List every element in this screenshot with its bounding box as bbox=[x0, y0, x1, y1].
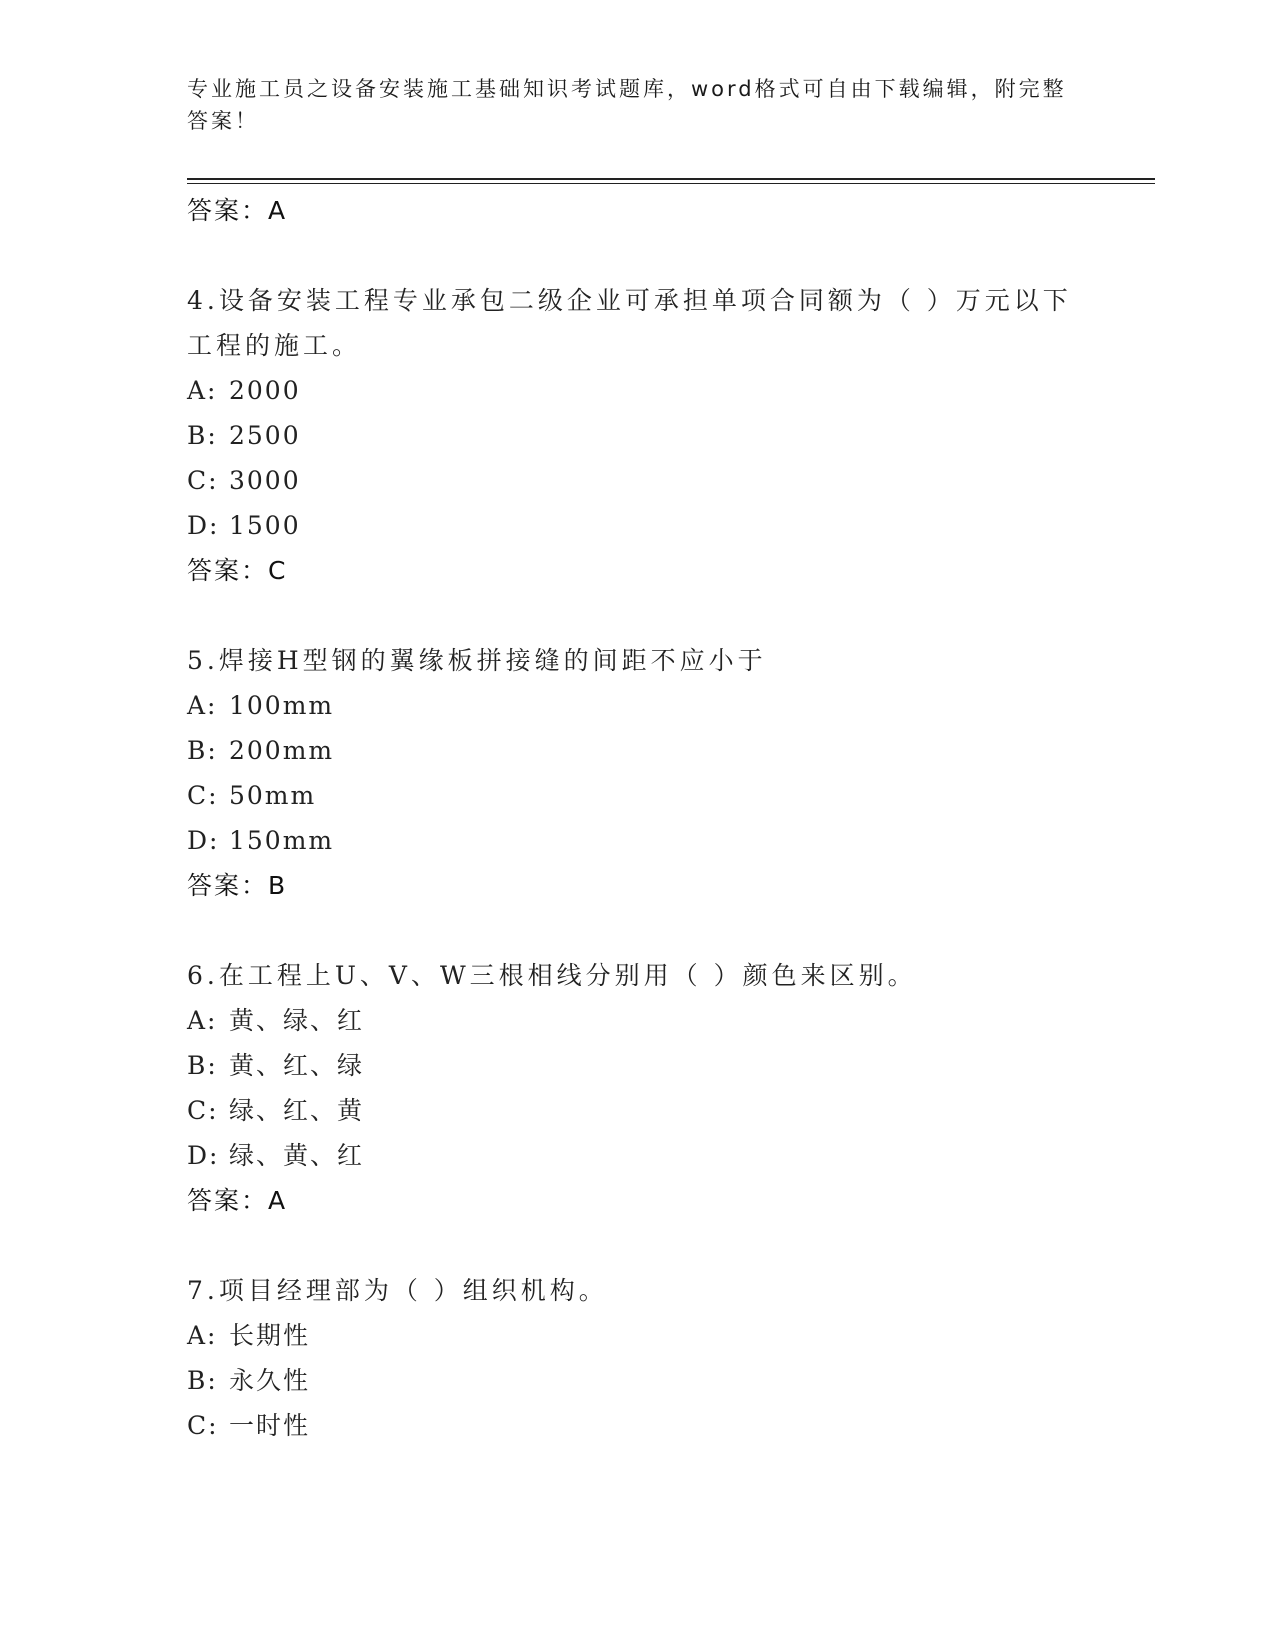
option-line bbox=[187, 683, 1087, 728]
option-text: 永久性 bbox=[229, 1366, 311, 1395]
spacer bbox=[187, 593, 1087, 638]
option-line bbox=[187, 728, 1087, 773]
answer-line: 答案：A bbox=[187, 1186, 288, 1215]
option-label: B: bbox=[187, 1366, 218, 1395]
option-line bbox=[187, 503, 1087, 548]
question-text: 4.设备安装工程专业承包二级企业可承担单项合同额为（ ）万元以下工程的施工。 bbox=[187, 286, 1072, 360]
option-line bbox=[187, 458, 1087, 503]
option-label: C: bbox=[187, 1411, 219, 1440]
option-text: 150mm bbox=[229, 826, 335, 855]
option-text: 100mm bbox=[229, 691, 335, 720]
question-text: 5.焊接H型钢的翼缘板拼接缝的间距不应小于 bbox=[187, 646, 767, 675]
spacer bbox=[187, 1223, 1087, 1268]
option-text: 2500 bbox=[229, 421, 301, 450]
option-label: C: bbox=[187, 1096, 219, 1125]
option-text: 长期性 bbox=[229, 1321, 311, 1350]
option-label: D: bbox=[187, 511, 220, 540]
option-label: B: bbox=[187, 421, 218, 450]
option-label: C: bbox=[187, 466, 219, 495]
option-line bbox=[187, 413, 1087, 458]
option-text: 2000 bbox=[229, 376, 301, 405]
option-line bbox=[187, 1313, 1087, 1358]
option-text: 1500 bbox=[229, 511, 301, 540]
spacer bbox=[187, 233, 1087, 278]
option-label: A: bbox=[187, 376, 218, 405]
option-line bbox=[187, 1403, 1087, 1448]
option-line bbox=[187, 1358, 1087, 1403]
answer-line: 答案：C bbox=[187, 556, 288, 585]
option-text: 黄、红、绿 bbox=[229, 1051, 365, 1080]
option-label: D: bbox=[187, 826, 220, 855]
option-text: 一时性 bbox=[229, 1411, 311, 1440]
document-header: 专业施工员之设备安装施工基础知识考试题库，word格式可自由下载编辑，附完整答案！ bbox=[187, 77, 1067, 133]
option-label: B: bbox=[187, 736, 218, 765]
option-label: B: bbox=[187, 1051, 218, 1080]
spacer bbox=[187, 908, 1087, 953]
option-line bbox=[187, 1088, 1087, 1133]
answer-line: 答案：A bbox=[187, 196, 288, 225]
option-line bbox=[187, 773, 1087, 818]
option-label: C: bbox=[187, 781, 219, 810]
option-text: 3000 bbox=[229, 466, 301, 495]
question-text: 6.在工程上U、V、W三根相线分别用（ ）颜色来区别。 bbox=[187, 961, 917, 990]
header-divider-thin bbox=[187, 183, 1155, 184]
header-divider bbox=[187, 178, 1155, 180]
option-text: 黄、绿、红 bbox=[229, 1006, 365, 1035]
option-text: 200mm bbox=[229, 736, 335, 765]
option-line bbox=[187, 818, 1087, 863]
option-label: A: bbox=[187, 1321, 218, 1350]
option-line bbox=[187, 998, 1087, 1043]
question-text: 7.项目经理部为（ ）组织机构。 bbox=[187, 1276, 608, 1305]
question-list bbox=[187, 188, 1087, 1448]
answer-line: 答案：B bbox=[187, 871, 288, 900]
option-line bbox=[187, 1043, 1087, 1088]
option-line bbox=[187, 368, 1087, 413]
option-line bbox=[187, 1133, 1087, 1178]
option-text: 绿、黄、红 bbox=[229, 1141, 365, 1170]
option-text: 50mm bbox=[229, 781, 317, 810]
option-label: A: bbox=[187, 691, 218, 720]
option-text: 绿、红、黄 bbox=[229, 1096, 365, 1125]
option-label: D: bbox=[187, 1141, 220, 1170]
option-label: A: bbox=[187, 1006, 218, 1035]
